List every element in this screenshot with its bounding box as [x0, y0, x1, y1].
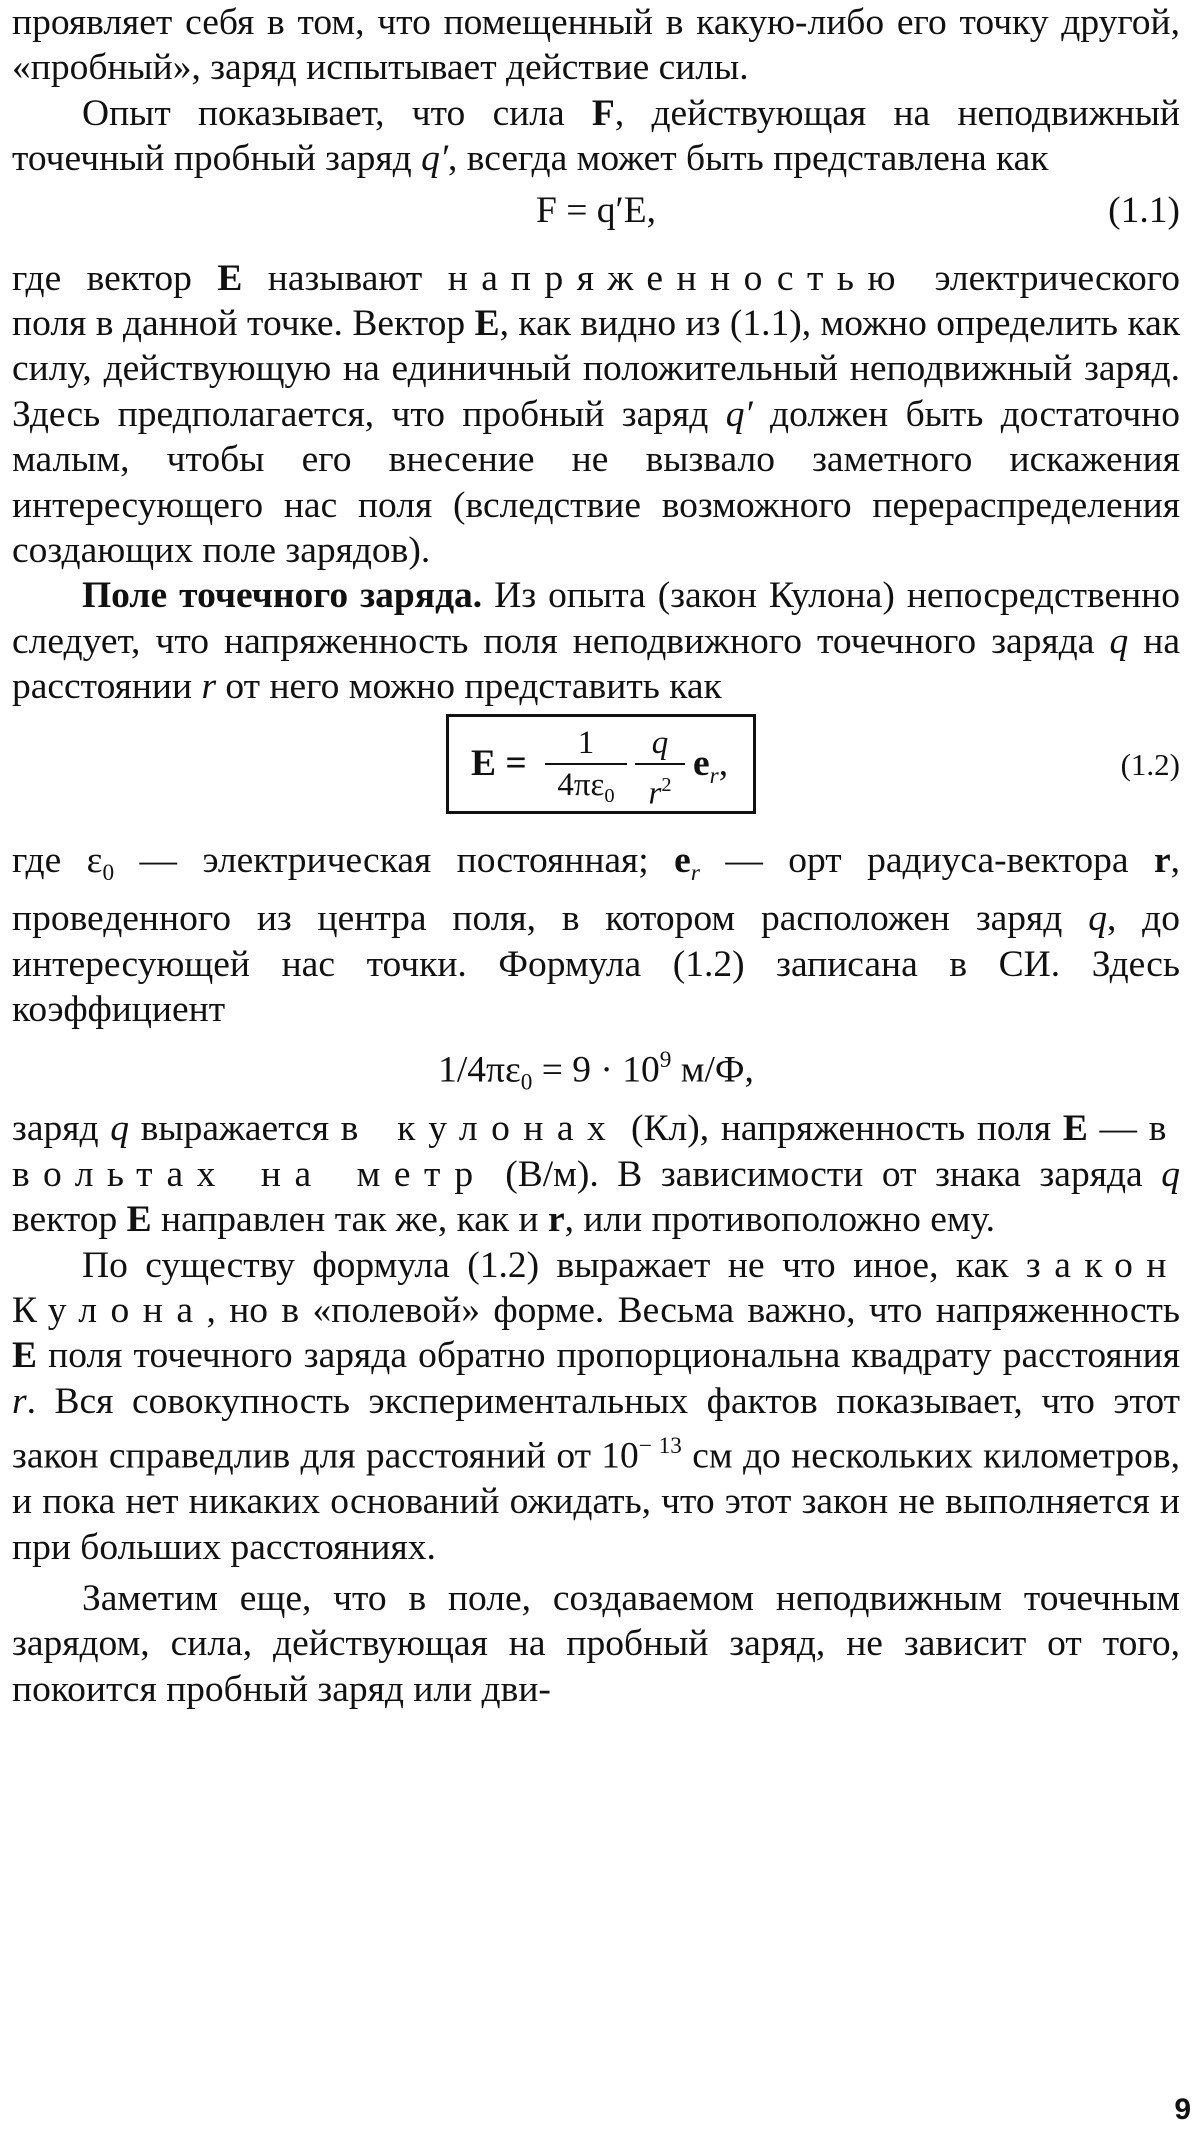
paragraph-6: заряд q выражается в кулонах (Кл), напряженность поля E — в вольтах на метр (В/м). В зависимости от знака заряда q вектор E направлен так же, как и r, или противоположно ему. — [12, 1108, 1180, 1241]
equation-1-1-number: (1.1) — [1108, 189, 1180, 231]
page-number: 9 — [1174, 2093, 1191, 2126]
term-volts-per-meter: в вольтах на метр — [12, 1108, 1180, 1195]
equation-1-1-body: F = q′E, — [536, 189, 656, 231]
paragraph-5: где $\varepsilon_0$ — электрическая постоянная; $e_r$ — орт радиуса-вектора r, проведенного из центра поля, в котором расположен заряд q, до интересующей нас точки. Формула (1.2) записана в СИ. Здесь коэффициент — [12, 839, 1180, 1031]
equation-1-1 — [12, 188, 1180, 250]
paragraph-7: По существу формула (1.2) выражает не что иное, как закон Кулона, но в «полевой» форме. Весьма важно, что напряженность E поля точечного заряда обратно пропорциональна квадрату расстояния r. Вся совокупность экспериментальных фактов показывает, что этот закон справедлив для расстояний от $10^{- 13}$ см до нескольких километров, и пока нет никаких оснований ожидать, что этот закон не выполняется и при больших расстояниях. — [12, 1244, 1181, 1568]
unit-vector: $e_r$, — [693, 742, 729, 789]
equation-1-2-box — [446, 714, 756, 814]
term-intensity: напряженностью — [447, 257, 910, 299]
paragraph-2: Опыт показывает, что сила F, действующая на неподвижный точечный пробный заряд q′, всегда может быть представлена как — [12, 92, 1180, 180]
paragraph-4: Поле точечного заряда. Из опыта (закон Кулона) непосредственно следует, что напряженность поля неподвижного точечного заряда q на расстоянии r от него можно представить как — [12, 575, 1180, 708]
paragraph-3: где вектор E называют напряженностью электрического поля в данной точке. Вектор E, как видно из (1.1), можно определить как силу, действующую на единичный положительный неподвижный заряд. Здесь предполагается, что пробный заряд q′ должен быть достаточно малым, чтобы его внесение не вызвало заметного искажения интересующего нас поля (вследствие возможного перераспределения создающих поле зарядов). — [12, 257, 1180, 572]
paragraph-1: проявляет себя в том, что помещенный в какую-либо его точку другой, «пробный», заряд испытывает действие силы. — [12, 2, 1180, 89]
fraction-coefficient: 1 $4\pi\varepsilon_0$ — [545, 725, 627, 814]
paragraph-8: Заметим еще, что в поле, создаваемом неподвижным точечным зарядом, сила, действующая на пробный заряд, не зависит от того, покоится пробный заряд или дви- — [12, 1577, 1180, 1710]
fraction-charge: q $r^2$ — [635, 725, 685, 812]
equation-1-2 — [12, 714, 1180, 824]
equation-1-2-lhs: E = — [471, 742, 527, 784]
section-heading: Поле точечного заряда. — [82, 575, 483, 617]
equation-coefficient: $1/4\pi\varepsilon_0 = 9 \cdot 10^9$ м/Ф, — [438, 1047, 754, 1096]
equation-1-2-number: (1.2) — [1120, 746, 1180, 782]
document-page — [12, 0, 1180, 1712]
term-coulombs: в кулонах — [340, 1108, 620, 1150]
term-coulomb-law: закон Кулона — [12, 1244, 1180, 1332]
